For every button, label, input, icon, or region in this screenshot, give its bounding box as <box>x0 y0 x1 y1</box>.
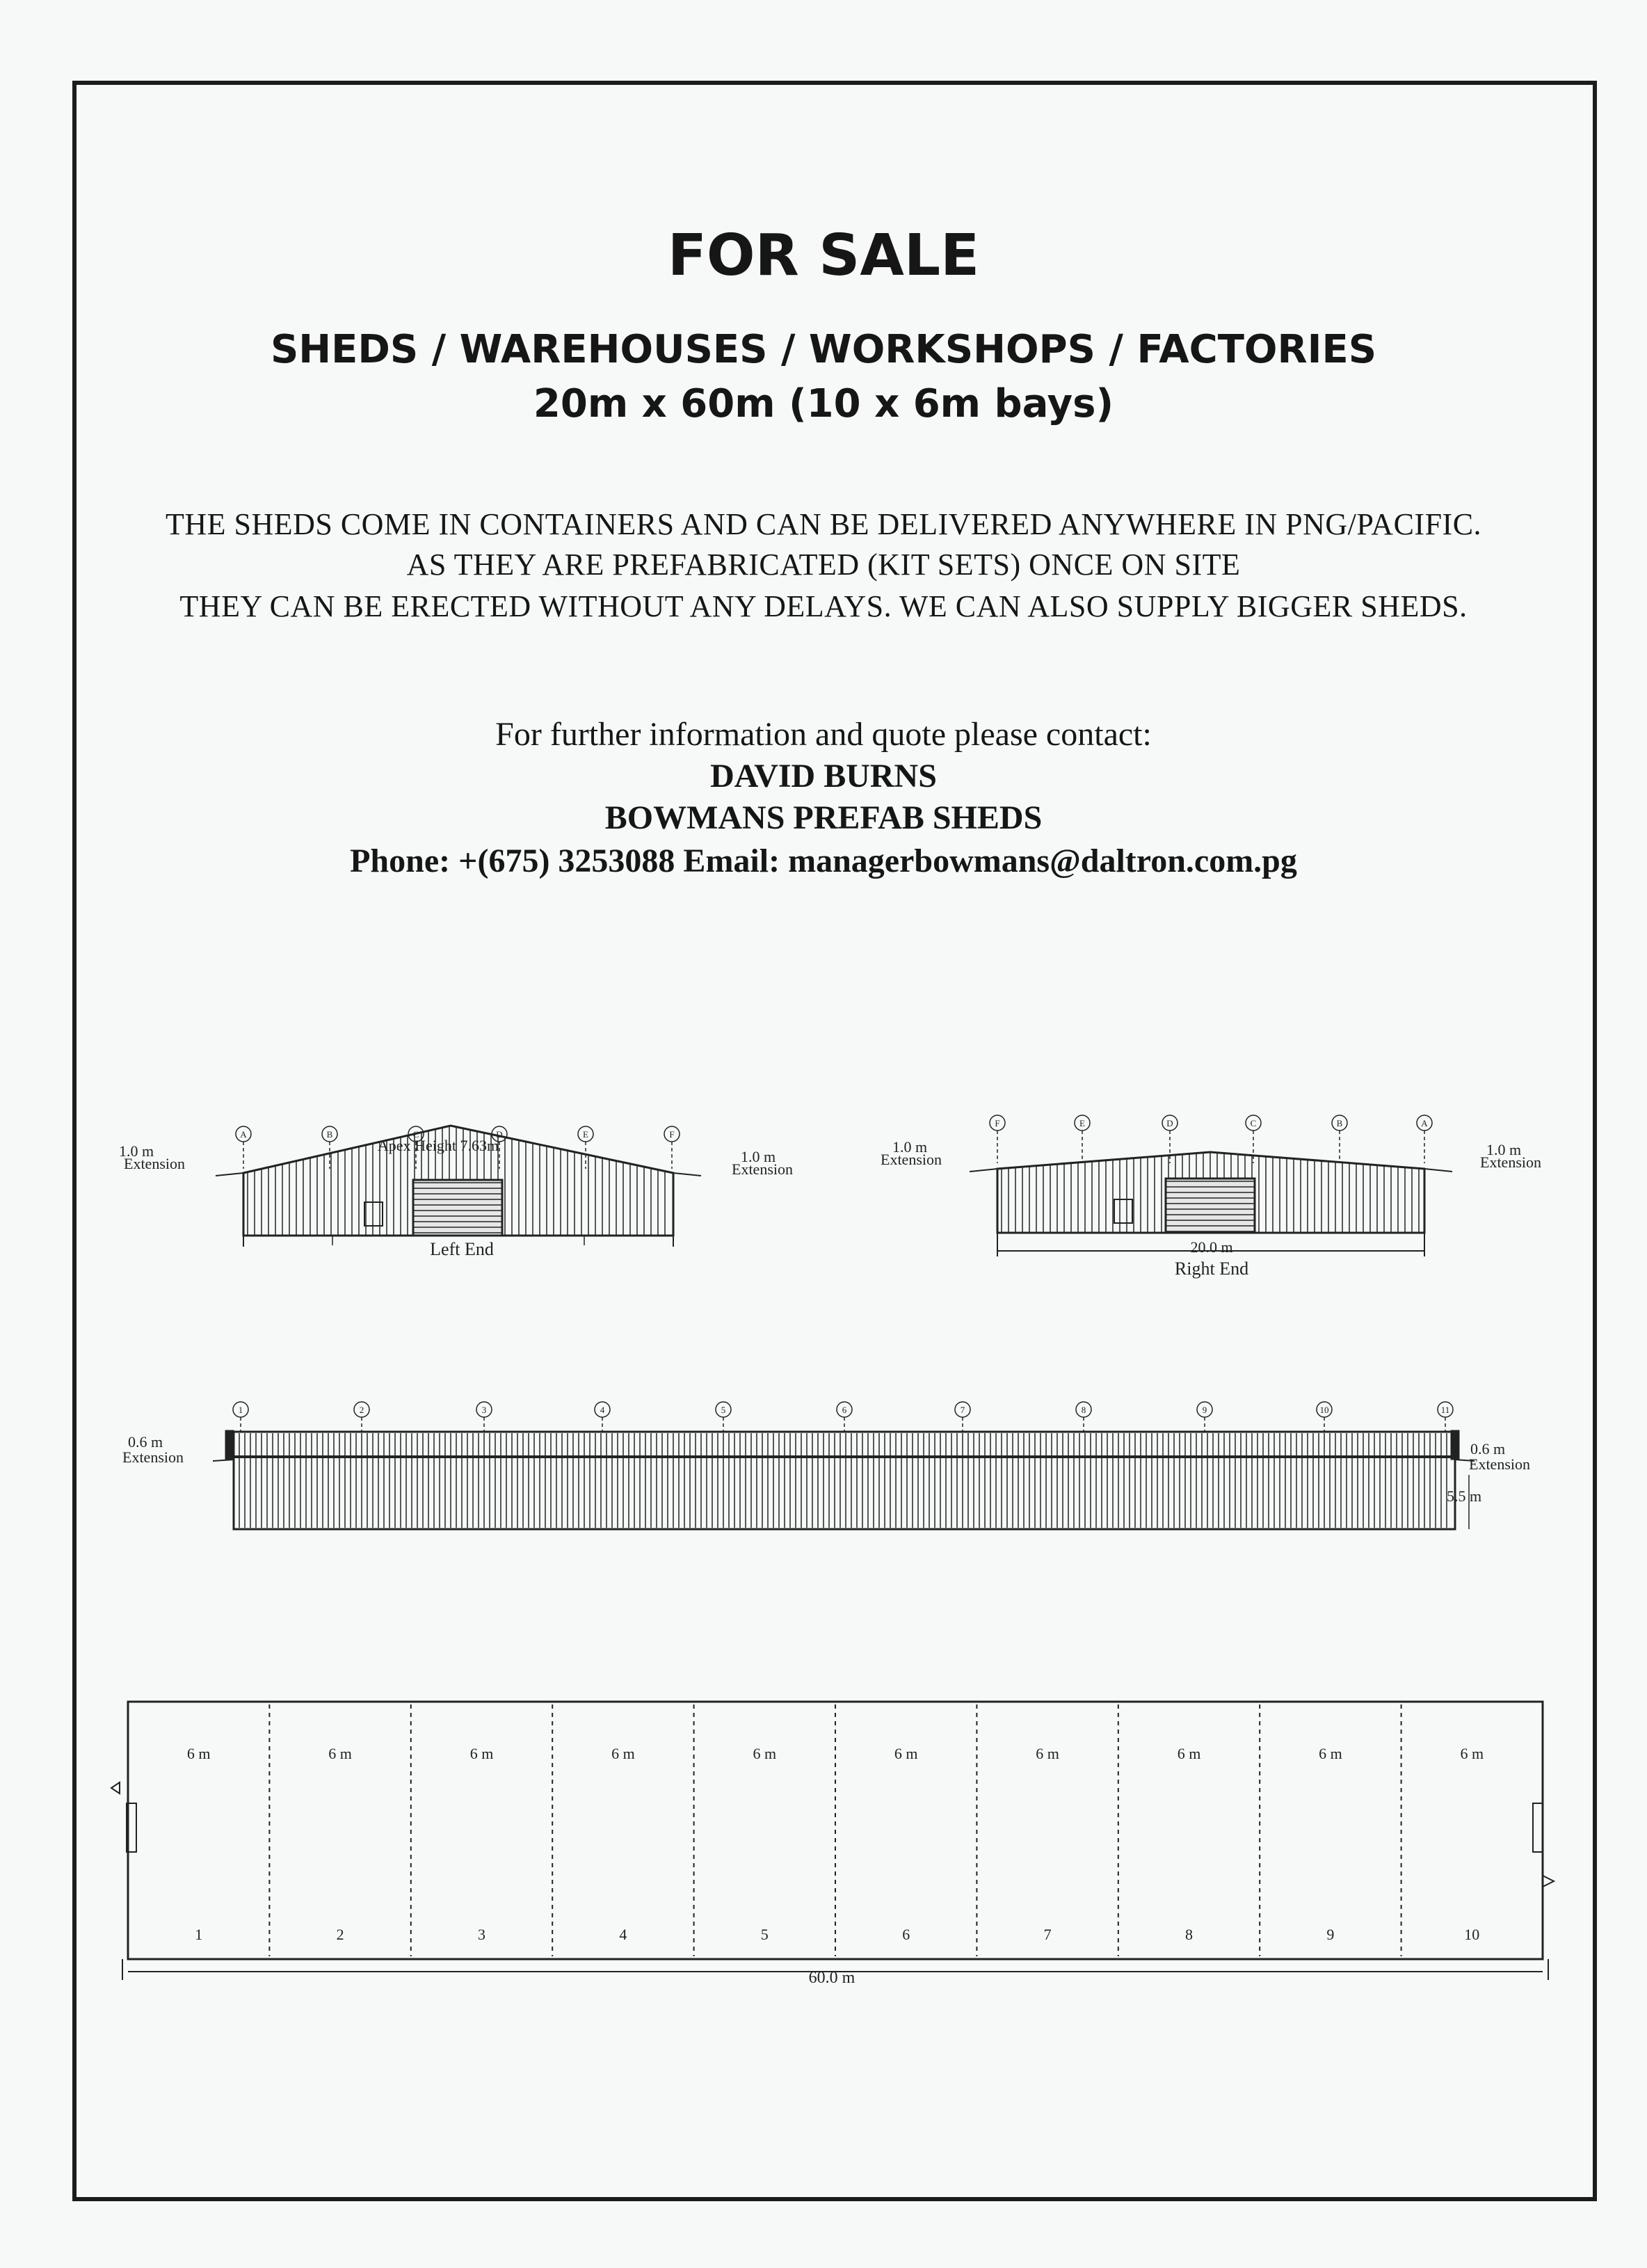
bay-size-label: 6 m <box>894 1745 918 1762</box>
right-end-ext-left-value: 1.0 m <box>892 1138 928 1156</box>
floor-plan <box>111 1702 1554 1980</box>
side-wall-height: 5.5 m <box>1447 1487 1482 1505</box>
bay-number: 7 <box>1043 1926 1052 1943</box>
left-end-grid-label: E <box>583 1129 588 1140</box>
bay-size-label: 6 m <box>1177 1745 1201 1762</box>
bay-size-label: 6 m <box>186 1745 211 1762</box>
bay-number: 1 <box>195 1926 203 1943</box>
bay-number: 10 <box>1464 1926 1480 1943</box>
right-end-ext-right-word: Extension <box>1480 1153 1541 1171</box>
side-grid-label: 2 <box>359 1405 364 1415</box>
side-grid-label: 3 <box>481 1405 487 1415</box>
left-end-ext-right-value: 1.0 m <box>740 1148 776 1165</box>
left-end-grid-label: A <box>240 1129 247 1140</box>
right-end-grid-label: B <box>1336 1118 1343 1128</box>
left-end-caption: Left End <box>430 1239 494 1259</box>
floor-plan-length: 60.0 m <box>808 1969 855 1987</box>
right-end-personnel-door <box>1114 1199 1132 1223</box>
side-grid-label: 11 <box>1440 1405 1450 1415</box>
side-ext-right-word: Extension <box>1469 1455 1530 1473</box>
left-end-ext-left-value: 1.0 m <box>118 1142 154 1160</box>
side-ext-left-value: 0.6 m <box>128 1433 163 1451</box>
side-grid-label: 7 <box>960 1405 965 1415</box>
bay-number: 6 <box>902 1926 910 1943</box>
right-end-ext-left-word: Extension <box>881 1151 942 1168</box>
side-grid-label: 10 <box>1319 1405 1329 1415</box>
side-ext-left-word: Extension <box>122 1448 184 1466</box>
right-end-grid-label: F <box>995 1118 1000 1128</box>
bay-size-label: 6 m <box>1036 1745 1059 1762</box>
contact-phone-email: Phone: +(675) 3253088 Email: managerbowmans@daltron.com.pg <box>350 842 1297 879</box>
right-end-width: 20.0 m <box>1190 1238 1233 1256</box>
side-grid-label: 5 <box>721 1405 726 1415</box>
right-end-grid-label: C <box>1250 1118 1257 1128</box>
bay-number: 4 <box>619 1926 627 1943</box>
bay-number: 3 <box>478 1926 485 1943</box>
side-grid-label: 4 <box>600 1405 605 1415</box>
bay-size-label: 6 m <box>328 1745 352 1762</box>
side-grid-label: 9 <box>1202 1405 1207 1415</box>
bay-number: 5 <box>760 1926 769 1943</box>
description-line-3: THEY CAN BE ERECTED WITHOUT ANY DELAYS. WE CAN ALSO SUPPLY BIGGER SHEDS. <box>179 589 1468 623</box>
left-end-ext-right-word: Extension <box>732 1160 793 1178</box>
description-line-2: AS THEY ARE PREFABRICATED (KIT SETS) ONCE ON SITE <box>406 548 1241 582</box>
bay-number: 9 <box>1326 1926 1335 1943</box>
side-grid-label: 1 <box>238 1405 243 1415</box>
bay-size-label: 6 m <box>753 1745 777 1762</box>
page-title: FOR SALE <box>667 223 980 289</box>
bay-size-label: 6 m <box>1460 1745 1484 1762</box>
left-end-grid-label: D <box>496 1129 503 1140</box>
side-ext-right-value: 0.6 m <box>1470 1440 1506 1458</box>
subtitle-shed-types: SHEDS / WAREHOUSES / WORKSHOPS / FACTORIES <box>270 327 1377 372</box>
side-elevation <box>213 1430 1475 1529</box>
bay-size-label: 6 m <box>1319 1745 1342 1762</box>
side-grid-label: 6 <box>842 1405 847 1415</box>
left-end-grid-label: C <box>412 1129 419 1140</box>
right-end-grid-label: E <box>1079 1118 1085 1128</box>
contact-company: BOWMANS PREFAB SHEDS <box>604 799 1043 836</box>
right-end-grid-label: D <box>1166 1118 1173 1128</box>
bay-number: 2 <box>336 1926 344 1943</box>
left-end-grid-label: F <box>669 1129 675 1140</box>
left-end-grid-label: B <box>326 1129 333 1140</box>
bay-size-label: 6 m <box>611 1745 635 1762</box>
left-end-apex-height: Apex Height 7.63m <box>377 1137 499 1154</box>
description-line-1: THE SHEDS COME IN CONTAINERS AND CAN BE DELIVERED ANYWHERE IN PNG/PACIFIC. <box>165 507 1482 541</box>
bay-number: 8 <box>1185 1926 1193 1943</box>
bay-size-label: 6 m <box>469 1745 494 1762</box>
left-end-ext-left-word: Extension <box>124 1155 185 1172</box>
right-end-ext-right-value: 1.0 m <box>1486 1141 1522 1158</box>
right-end-caption: Right End <box>1174 1259 1249 1279</box>
contact-name: DAVID BURNS <box>710 758 937 794</box>
right-end-grid-label: A <box>1421 1118 1428 1128</box>
side-grid-label: 8 <box>1081 1405 1086 1415</box>
contact-intro: For further information and quote please contact: <box>495 716 1152 753</box>
subtitle-dimensions: 20m x 60m (10 x 6m bays) <box>533 381 1114 426</box>
